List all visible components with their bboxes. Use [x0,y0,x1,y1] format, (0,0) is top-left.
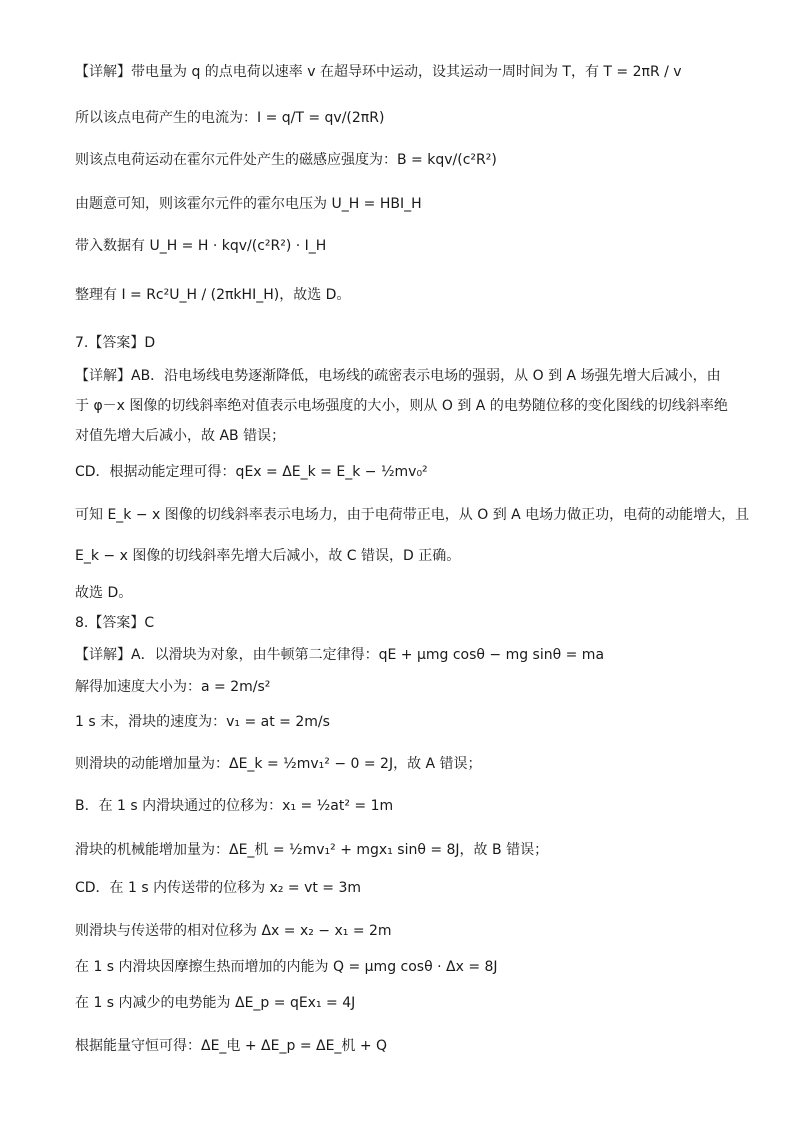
text-line: 故选 D。 [75,585,133,601]
text-line: 滑块的机械能增加量为：ΔE_机 = ½mv₁² + mgx₁ sinθ = 8J，故 B 错误； [75,842,549,858]
text-line: 【详解】带电量为 q 的点电荷以速率 v 在超导环中运动，设其运动一周时间为 T，有 T = 2πR / v [75,64,682,80]
text-line: E_k − x 图像的切线斜率先增大后减小，故 C 错误，D 正确。 [75,548,461,564]
text-line: 则滑块与传送带的相对位移为 Δx = x₂ − x₁ = 2m [75,923,392,939]
text-line: 在 1 s 内减少的电势能为 ΔE_p = qEx₁ = 4J [75,995,356,1011]
text-line: 于 φ－x 图像的切线斜率绝对值表示电场强度的大小，则从 O 到 A 的电势随位移的变化图线的切线斜率绝 [75,398,728,414]
answer-heading: 7.【答案】D [75,335,156,351]
text-line: 1 s 末，滑块的速度为：v₁ = at = 2m/s [75,714,330,730]
text-line: 根据能量守恒可得：ΔE_电 + ΔE_p = ΔE_机 + Q [75,1038,388,1054]
text-line: 【详解】A．以滑块为对象，由牛顿第二定律得：qE + μmg cosθ − mg sinθ = ma [75,647,605,663]
text-line: 由题意可知，则该霍尔元件的霍尔电压为 U_H = HBI_H [75,196,422,212]
text-line: 带入数据有 U_H = H · kqv/(c²R²) · I_H [75,238,327,254]
text-line: 在 1 s 内滑块因摩擦生热而增加的内能为 Q = μmg cosθ · Δx = 8J [75,959,498,975]
text-line: 【详解】AB．沿电场线电势逐渐降低，电场线的疏密表示电场的强弱，从 O 到 A 场强先增大后减小，由 [75,368,721,384]
text-line: B．在 1 s 内滑块通过的位移为：x₁ = ½at² = 1m [75,798,394,814]
text-line: CD．根据动能定理可得：qEx = ΔE_k = E_k − ½mv₀² [75,464,428,480]
text-line: 所以该点电荷产生的电流为：I = q/T = qv/(2πR) [75,110,385,126]
text-line: 解得加速度大小为：a = 2m/s² [75,679,271,695]
text-line: CD．在 1 s 内传送带的位移为 x₂ = vt = 3m [75,880,362,896]
text-line: 则滑块的动能增加量为：ΔE_k = ½mv₁² − 0 = 2J，故 A 错误； [75,756,482,772]
answer-heading: 8.【答案】C [75,615,155,631]
text-line: 则该点电荷运动在霍尔元件处产生的磁感应强度为：B = kqv/(c²R²) [75,152,497,168]
text-line: 整理有 I = Rc²U_H / (2πkHI_H)，故选 D。 [75,287,351,303]
text-line: 对值先增大后减小，故 AB 错误； [75,428,286,444]
text-line: 可知 E_k − x 图像的切线斜率表示电场力，由于电荷带正电，从 O 到 A 电场力做正功，电荷的动能增大，且 [75,507,750,523]
